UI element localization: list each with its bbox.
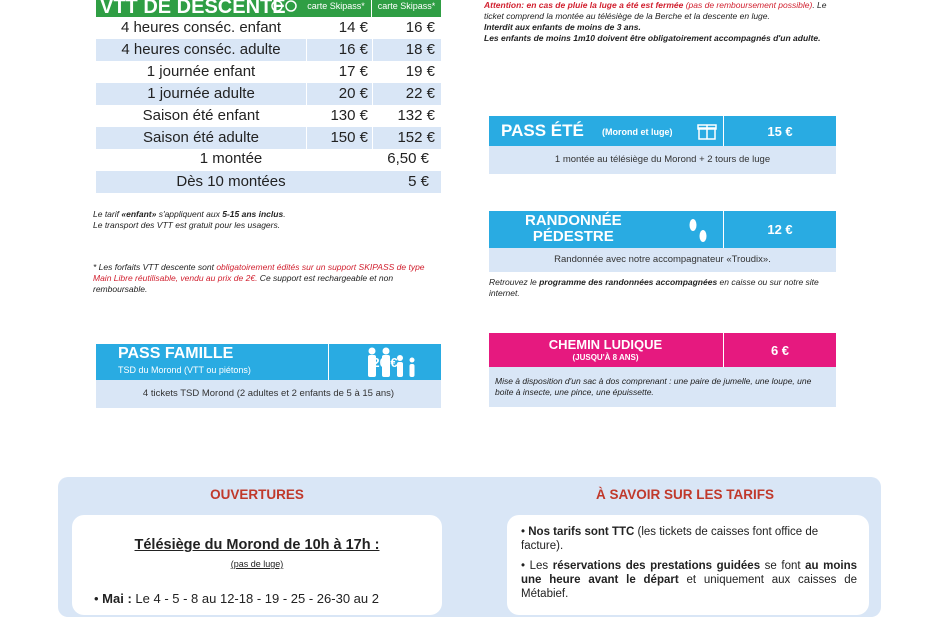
tarif-bullet-1: • Nos tarifs sont TTC (les tickets de caisses font office de facture). — [521, 526, 819, 552]
rando-title-1: RANDONNÉE — [525, 212, 622, 229]
pass-famille-sub: TSD du Morond (VTT ou piétons) — [118, 365, 251, 375]
vtt-col1-header: carte Skipass* — [301, 0, 371, 17]
row-label: Dès 10 montées — [176, 173, 286, 190]
table-row — [96, 17, 441, 39]
note-red: (pas de remboursement possible) — [683, 0, 813, 10]
rando-header — [489, 211, 836, 248]
chemin-sub: (JUSQU'À 8 ANS) — [572, 353, 639, 362]
tarif-bullet-2: • Les réservations des prestations guidées se font au moins une heure avant le départ et uniquement aux caisses de Métabief. — [521, 560, 858, 600]
vtt-note-enfant — [93, 209, 443, 231]
bullet-text: (les tickets de caisses font office de facture). — [521, 526, 819, 552]
row-label: 1 journée adulte — [147, 85, 255, 102]
luge-note-1 — [484, 0, 840, 22]
note-bold: «enfant» — [121, 209, 157, 219]
tarifs-card — [507, 515, 869, 615]
vtt-col2-header: carte Skipass* — [372, 0, 441, 17]
pass-famille-price: 20 € — [328, 344, 441, 380]
mai-label: Mai : — [102, 591, 132, 606]
row-price-2: 16 € — [372, 17, 441, 39]
vtt-title-text: VTT DE DESCENTE — [100, 0, 286, 17]
bullet-bold: réservations des prestations guidées — [552, 560, 761, 572]
pass-famille-title: PASS FAMILLE — [118, 345, 234, 362]
note-red: obligatoirement édités sur un support SKIPASS de type Main Libre réutilisable, vendu au prix de 2€. — [93, 262, 425, 283]
table-row — [96, 127, 441, 149]
bike-icon — [270, 0, 298, 14]
row-price-2: 19 € — [372, 61, 441, 83]
bullet-text: et uniquement aux caisses de Métabief. — [521, 574, 857, 600]
row-price-2: 132 € — [372, 105, 441, 127]
row-price-1: 150 € — [306, 127, 372, 149]
table-row — [96, 39, 441, 61]
pass-famille-header — [96, 344, 441, 380]
rando-note — [489, 277, 839, 299]
table-row — [96, 171, 441, 193]
ouvertures-card — [72, 515, 442, 615]
mai-dates: Le 4 - 5 - 8 au 12-18 - 19 - 25 - 26-30 au 2 — [135, 591, 379, 606]
gift-icon — [697, 121, 717, 141]
luge-notes — [484, 0, 840, 44]
row-label: 4 heures conséc. enfant — [120, 19, 282, 36]
table-row — [96, 61, 441, 83]
note-text: Le transport des VTT est gratuit pour les usagers. — [93, 220, 281, 230]
row-label: 4 heures conséc. adulte — [121, 41, 281, 58]
row-price-2: 18 € — [372, 39, 441, 61]
row-price: 6,50 € — [387, 150, 429, 167]
chemin-price: 6 € — [723, 333, 836, 367]
note-text: s'appliquent aux — [156, 209, 223, 219]
row-label: Saison été adulte — [143, 129, 259, 146]
telesiege-hours: Télésiège du Morond de 10h à 17h : — [134, 537, 380, 553]
telesiege-sub: (pas de luge) — [230, 559, 284, 569]
note-text: en caisse ou sur notre site internet. — [489, 277, 819, 298]
luge-note-2: Interdit aux enfants de moins de 3 ans. — [484, 22, 641, 32]
ouvertures-title: OUVERTURES — [210, 487, 304, 502]
note-text: * Les forfaits VTT descente sont — [93, 262, 217, 272]
vtt-note-support — [93, 262, 443, 295]
pass-ete-desc: 1 montée au télésiège du Morond + 2 tours de luge — [489, 146, 836, 174]
row-price-2: 152 € — [372, 127, 441, 149]
note-text: . — [283, 209, 286, 219]
row-price: 5 € — [408, 173, 429, 190]
pass-famille-desc: 4 tickets TSD Morond (2 adultes et 2 enfants de 5 à 15 ans) — [96, 380, 441, 408]
tarifs-title: À SAVOIR SUR LES TARIFS — [595, 487, 774, 502]
note-text: . Le ticket comprend la montée au télésiège de la Berche et la descente en luge. — [484, 0, 827, 21]
luge-note-3: Les enfants de moins 1m10 doivent être obligatoirement accompagnés d'un adulte. — [484, 33, 821, 43]
chemin-desc: Mise à disposition d'un sac à dos comprenant : une paire de jumelle, une loupe, une boite à insecte, une pince, une épuissette. — [489, 367, 836, 407]
mai-line: • Mai : Le 4 - 5 - 8 au 12-18 - 19 - 25 - 26-30 au 2 — [94, 591, 379, 606]
row-price-1: 14 € — [306, 17, 372, 39]
row-price-1: 17 € — [306, 61, 372, 83]
row-price-1: 20 € — [306, 83, 372, 105]
rando-title-2: PÉDESTRE — [532, 228, 614, 245]
chemin-title: CHEMIN LUDIQUE — [548, 337, 663, 352]
note-bold: programme des randonnées accompagnées — [539, 277, 718, 287]
note-bold: 5-15 ans inclus — [222, 209, 284, 219]
note-text: Retrouvez le — [489, 277, 540, 287]
chemin-header — [489, 333, 836, 367]
pass-ete-price: 15 € — [723, 116, 836, 146]
pass-ete-header — [489, 116, 836, 146]
rando-title — [525, 213, 622, 245]
row-label: Saison été enfant — [142, 107, 260, 124]
table-row — [96, 148, 441, 170]
bullet-text: se font — [760, 560, 806, 572]
bullet-bold: Nos tarifs sont TTC — [528, 526, 635, 538]
table-row — [96, 105, 441, 127]
note-text: Ce support est rechargeable et non remboursable. — [93, 273, 394, 294]
bullet-text: Les — [529, 560, 553, 572]
rando-price: 12 € — [723, 211, 836, 248]
table-row — [96, 83, 441, 105]
bullet-bold: au moins une heure avant le départ — [521, 560, 858, 586]
row-price-2: 22 € — [372, 83, 441, 105]
footprints-icon — [685, 217, 711, 245]
row-price-1: 130 € — [306, 105, 372, 127]
pass-ete-sub: (Morond et luge) — [602, 127, 673, 137]
note-text: Le tarif — [93, 209, 122, 219]
rando-desc: Randonnée avec notre accompagnateur «Troudix». — [489, 248, 836, 272]
row-label: 1 journée enfant — [146, 63, 256, 80]
row-price-1: 16 € — [306, 39, 372, 61]
note-red: Attention: en cas de pluie la luge a été est fermée — [484, 0, 684, 10]
row-label: 1 montée — [199, 150, 263, 167]
pass-ete-title: PASS ÉTÉ — [501, 121, 584, 140]
